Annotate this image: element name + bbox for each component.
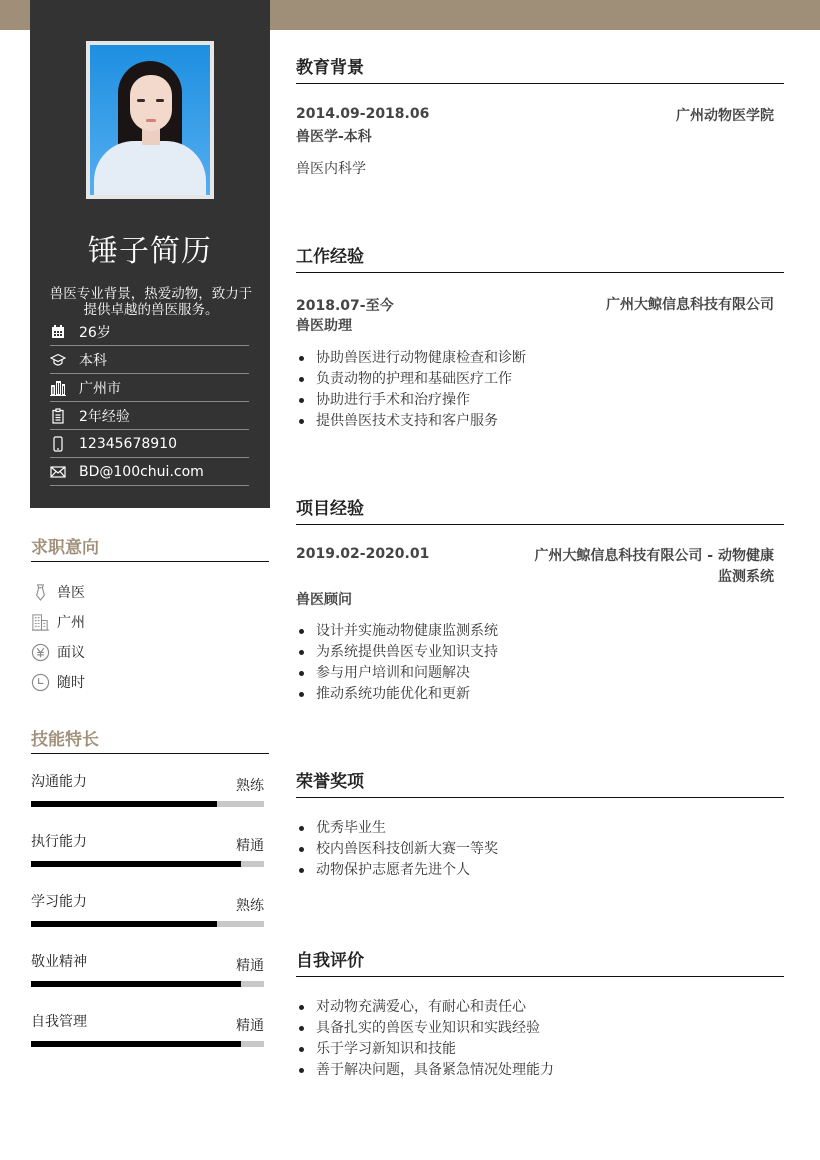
skill-name: 自我管理 xyxy=(31,1014,87,1030)
job-intent-section xyxy=(31,534,269,697)
skill-name: 执行能力 xyxy=(31,834,87,850)
skills-section xyxy=(31,726,269,1053)
intent-value: 面议 xyxy=(57,645,85,661)
resume-name: 锤子简历 xyxy=(88,234,212,269)
phone-icon xyxy=(50,436,79,452)
tie-icon xyxy=(31,583,57,602)
skill-bar xyxy=(31,801,264,807)
skill-level: 熟练 xyxy=(236,898,264,914)
calendar-icon xyxy=(50,324,79,340)
skill-name: 学习能力 xyxy=(31,894,87,910)
skill-level: 熟练 xyxy=(236,778,264,794)
intent-salary xyxy=(31,637,269,667)
city-icon xyxy=(31,613,57,632)
personal-info-list xyxy=(50,318,249,486)
skill-item xyxy=(31,951,269,993)
work-section xyxy=(296,243,784,432)
list-item: 参与用户培训和问题解决 xyxy=(296,663,784,684)
list-item: 设计并实施动物健康监测系统 xyxy=(296,621,784,642)
skill-item xyxy=(31,831,269,873)
info-value: 本科 xyxy=(79,352,107,369)
self-evaluation-section xyxy=(296,947,784,1081)
skill-bar xyxy=(31,921,264,927)
clock-icon xyxy=(31,673,57,692)
section-title: 求职意向 xyxy=(31,534,269,562)
section-title: 自我评价 xyxy=(296,947,784,977)
section-title: 技能特长 xyxy=(31,726,269,754)
work-bullets xyxy=(296,348,784,432)
intent-city xyxy=(31,607,269,637)
skill-name: 沟通能力 xyxy=(31,774,87,790)
info-education xyxy=(50,346,249,374)
honors-section xyxy=(296,768,784,881)
job-role: 兽医助理 xyxy=(296,318,352,334)
school-name: 广州动物医学院 xyxy=(676,108,774,124)
project-org: 广州大鲸信息科技有限公司 - 动物健康监测系统 xyxy=(534,548,774,585)
project-section xyxy=(296,495,784,705)
list-item: 对动物充满爱心，有耐心和责任心 xyxy=(296,997,784,1018)
self-eval-bullets xyxy=(296,997,784,1081)
list-item: 善于解决问题，具备紧急情况处理能力 xyxy=(296,1060,784,1081)
list-item: 提供兽医技术支持和客户服务 xyxy=(296,411,784,432)
major: 兽医学-本科 xyxy=(296,129,372,145)
intent-value: 兽医 xyxy=(57,585,85,601)
intent-position xyxy=(31,577,269,607)
mail-icon xyxy=(50,464,79,480)
info-value: 广州市 xyxy=(79,380,121,397)
honors-bullets xyxy=(296,818,784,881)
skill-name: 敬业精神 xyxy=(31,954,87,970)
list-item: 乐于学习新知识和技能 xyxy=(296,1039,784,1060)
list-item: 协助进行手术和治疗操作 xyxy=(296,390,784,411)
project-bullets xyxy=(296,621,784,705)
education-date: 2014.09-2018.06 xyxy=(296,106,430,122)
list-item: 动物保护志愿者先进个人 xyxy=(296,860,784,881)
section-title: 项目经验 xyxy=(296,495,784,525)
graduation-cap-icon xyxy=(50,352,79,368)
section-title: 教育背景 xyxy=(296,54,784,84)
info-value: 26岁 xyxy=(79,324,111,341)
section-title: 荣誉奖项 xyxy=(296,768,784,798)
intent-availability xyxy=(31,667,269,697)
skill-item xyxy=(31,891,269,933)
skill-item xyxy=(31,771,269,813)
skill-item xyxy=(31,1011,269,1053)
avatar xyxy=(90,45,210,195)
profile-panel xyxy=(30,0,270,508)
list-item: 优秀毕业生 xyxy=(296,818,784,839)
info-age xyxy=(50,318,249,346)
list-item: 为系统提供兽医专业知识支持 xyxy=(296,642,784,663)
skill-bar xyxy=(31,1041,264,1047)
info-value: BD@100chui.com xyxy=(79,463,204,480)
info-email xyxy=(50,458,249,486)
info-city xyxy=(50,374,249,402)
info-value: 12345678910 xyxy=(79,435,177,452)
info-experience xyxy=(50,402,249,430)
list-item: 具备扎实的兽医专业知识和实践经验 xyxy=(296,1018,784,1039)
info-phone xyxy=(50,430,249,458)
intent-value: 随时 xyxy=(57,675,85,691)
info-value: 2年经验 xyxy=(79,408,130,425)
project-role: 兽医顾问 xyxy=(296,592,352,608)
project-date: 2019.02-2020.01 xyxy=(296,546,430,562)
education-section xyxy=(296,54,784,178)
list-item: 校内兽医科技创新大赛一等奖 xyxy=(296,839,784,860)
list-item: 协助兽医进行动物健康检查和诊断 xyxy=(296,348,784,369)
building-icon xyxy=(50,380,79,396)
skill-level: 精通 xyxy=(236,1018,264,1034)
company-name: 广州大鲸信息科技有限公司 xyxy=(606,297,774,313)
education-desc: 兽医内科学 xyxy=(296,161,366,177)
profile-photo xyxy=(86,41,214,199)
skill-level: 精通 xyxy=(236,838,264,854)
skill-bar xyxy=(31,861,264,867)
section-title: 工作经验 xyxy=(296,243,784,273)
profile-motto: 兽医专业背景，热爱动物，致力于提供卓越的兽医服务。 xyxy=(49,286,253,318)
list-item: 负责动物的护理和基础医疗工作 xyxy=(296,369,784,390)
skill-level: 精通 xyxy=(236,958,264,974)
clipboard-icon xyxy=(50,408,79,424)
list-item: 推动系统功能优化和更新 xyxy=(296,684,784,705)
intent-value: 广州 xyxy=(57,615,85,631)
work-date: 2018.07-至今 xyxy=(296,298,394,314)
yen-icon xyxy=(31,643,57,662)
skill-bar xyxy=(31,981,264,987)
